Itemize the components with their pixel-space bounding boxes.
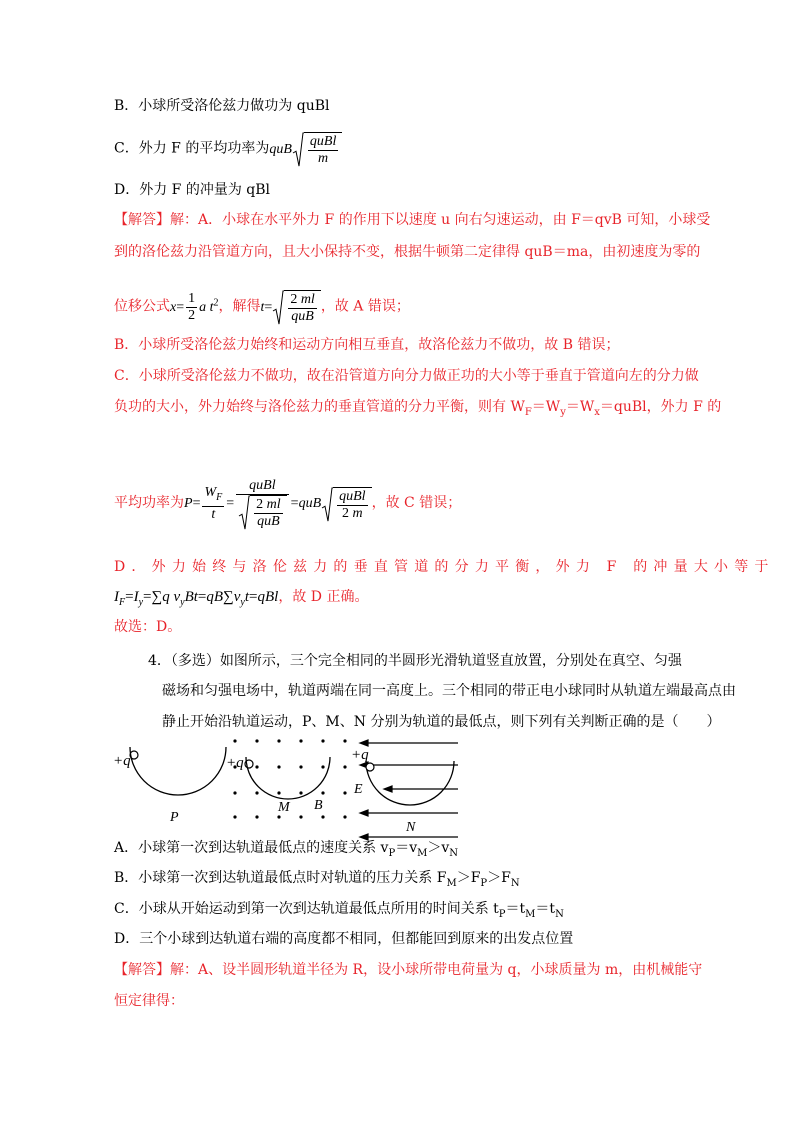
label-n: N [406, 820, 416, 835]
q4-answer-line2: 恒定律得： [114, 993, 184, 1009]
q4-option-a: A．小球第一次到达轨道最低点的速度关系 $v_P=v_M>v_N$ [114, 840, 459, 859]
q4-stem-line2: 磁场和匀强电场中，轨道两端在同一高度上。三个相同的带正电小球同时从轨道左端最高点由 [162, 683, 736, 699]
charge-label-1: +q [113, 753, 131, 769]
label-b: B [314, 798, 323, 813]
q3-option-c-label: C．外力 F 的平均功率为 [114, 140, 270, 157]
charge-label-2: +q [226, 755, 244, 771]
q3-answer-choice: 故选：D。 [114, 619, 182, 635]
label-m: M [278, 800, 290, 815]
q4-option-c: C．小球从开始运动到第一次到达轨道最低点所用的时间关系 $t_P=t_M=t_N$ [114, 901, 564, 920]
q3-answer-c-line1: C．小球所受洛伦兹力不做功，故在沿管道方向分力做正功的大小等于垂直于管道向左的分力做 [114, 368, 699, 384]
q3-option-b: B．小球所受洛伦兹力做功为 quBl [114, 98, 330, 114]
impulse-formula: $I_F=I_y=\sum q$ $v_yBt=qB\sum v_yt=qBl$ [114, 589, 279, 608]
vacuum-track [113, 747, 226, 825]
q3-option-d: D．外力 F 的冲量为 qBl [114, 182, 271, 198]
q3-answer-d-line2: $I_F=I_y=\sum q$ $v_yBt=qB\sum v_yt=qBl$，故 D 正确。 [114, 589, 369, 608]
q4-stem-line1: 4．（多选）如图所示，三个完全相同的半圆形光滑轨道竖直放置，分别处在真空、匀强 [148, 653, 682, 669]
q3-answer-a-line3: 位移公式x= $\frac{1}{2}$ a $t^2$，解得t= $\frac{2 ml}{\text{quB}}$ ，故 A 错误； [114, 291, 410, 324]
time-formula: t= $\frac{2 ml}{\text{quB}}$ [261, 300, 321, 315]
label-p: P [170, 810, 179, 825]
q4-option-b: B．小球第一次到达轨道最低点时对轨道的压力关系 $F_M>F_P>F_N$ [114, 870, 520, 889]
q3-answer-c-line3: 平均功率为P= $\frac{W_F}{t}$ = $\frac{\text{quBl}}{\frac{2 ml}{\text{quB}}}$ =quB $\frac{\text{quBl}}{2 m}$ ，故 C 错误； [114, 478, 462, 529]
displacement-formula: x= $\frac{1}{2}$ a $t^2$ [170, 291, 219, 323]
q3-answer-a-line2: 到的洛伦兹力沿管道方向，且大小保持不变，根据牛顿第二定律得 quB＝ma，由初速度为零的 [114, 244, 701, 260]
q3-option-c [114, 132, 342, 167]
magnetic-track [226, 739, 347, 818]
q4-figure [110, 735, 470, 845]
q3-answer-a-line1: 【解答】解：A．小球在水平外力 F 的作用下以速度 u 向右匀速运动，由 F＝qvB 可知，小球受 [114, 212, 711, 228]
q4-option-d: D．三个小球到达轨道右端的高度都不相同，但都能回到原来的出发点位置 [114, 931, 574, 947]
ball-icon [366, 763, 374, 771]
electric-track [351, 740, 458, 840]
q3-answer-b: B．小球所受洛伦兹力始终和运动方向相互垂直，故洛伦兹力不做功，故 B 错误； [114, 337, 620, 353]
q3-answer-d-line1: D．外力始终与洛伦兹力的垂直管道的分力平衡，外力 F 的冲量大小等于 [114, 559, 775, 575]
question-number: 4． [148, 653, 171, 669]
average-power-formula: P= $\frac{W_F}{t}$ = $\frac{\text{quBl}}{\frac{2 ml}{\text{quB}}}$ =quB $\frac{\text{quBl}}{2 m}$ [184, 496, 372, 511]
label-e: E [354, 782, 363, 797]
answer-label: 【解答】解： [114, 212, 198, 228]
magnetic-field-dots [233, 739, 346, 818]
q3-answer-c-line2: 负功的大小，外力始终与洛伦兹力的垂直管道的分力平衡，则有 $W_F=W_y=W_x=quBl$，外力 F 的 [114, 399, 722, 418]
q4-answer-line1: 【解答】解：A、设半圆形轨道半径为 R，设小球所带电荷量为 q，小球质量为 m，由机械能守 [114, 962, 703, 978]
q3-option-c-formula: quB $\frac{\text{quBl}}{m}$ [269, 142, 342, 157]
q4-stem-line3: 静止开始沿轨道运动，P、M、N 分别为轨道的最低点，则下列有关判断正确的是（ ） [162, 714, 721, 730]
charge-label-3: +q [351, 747, 369, 763]
